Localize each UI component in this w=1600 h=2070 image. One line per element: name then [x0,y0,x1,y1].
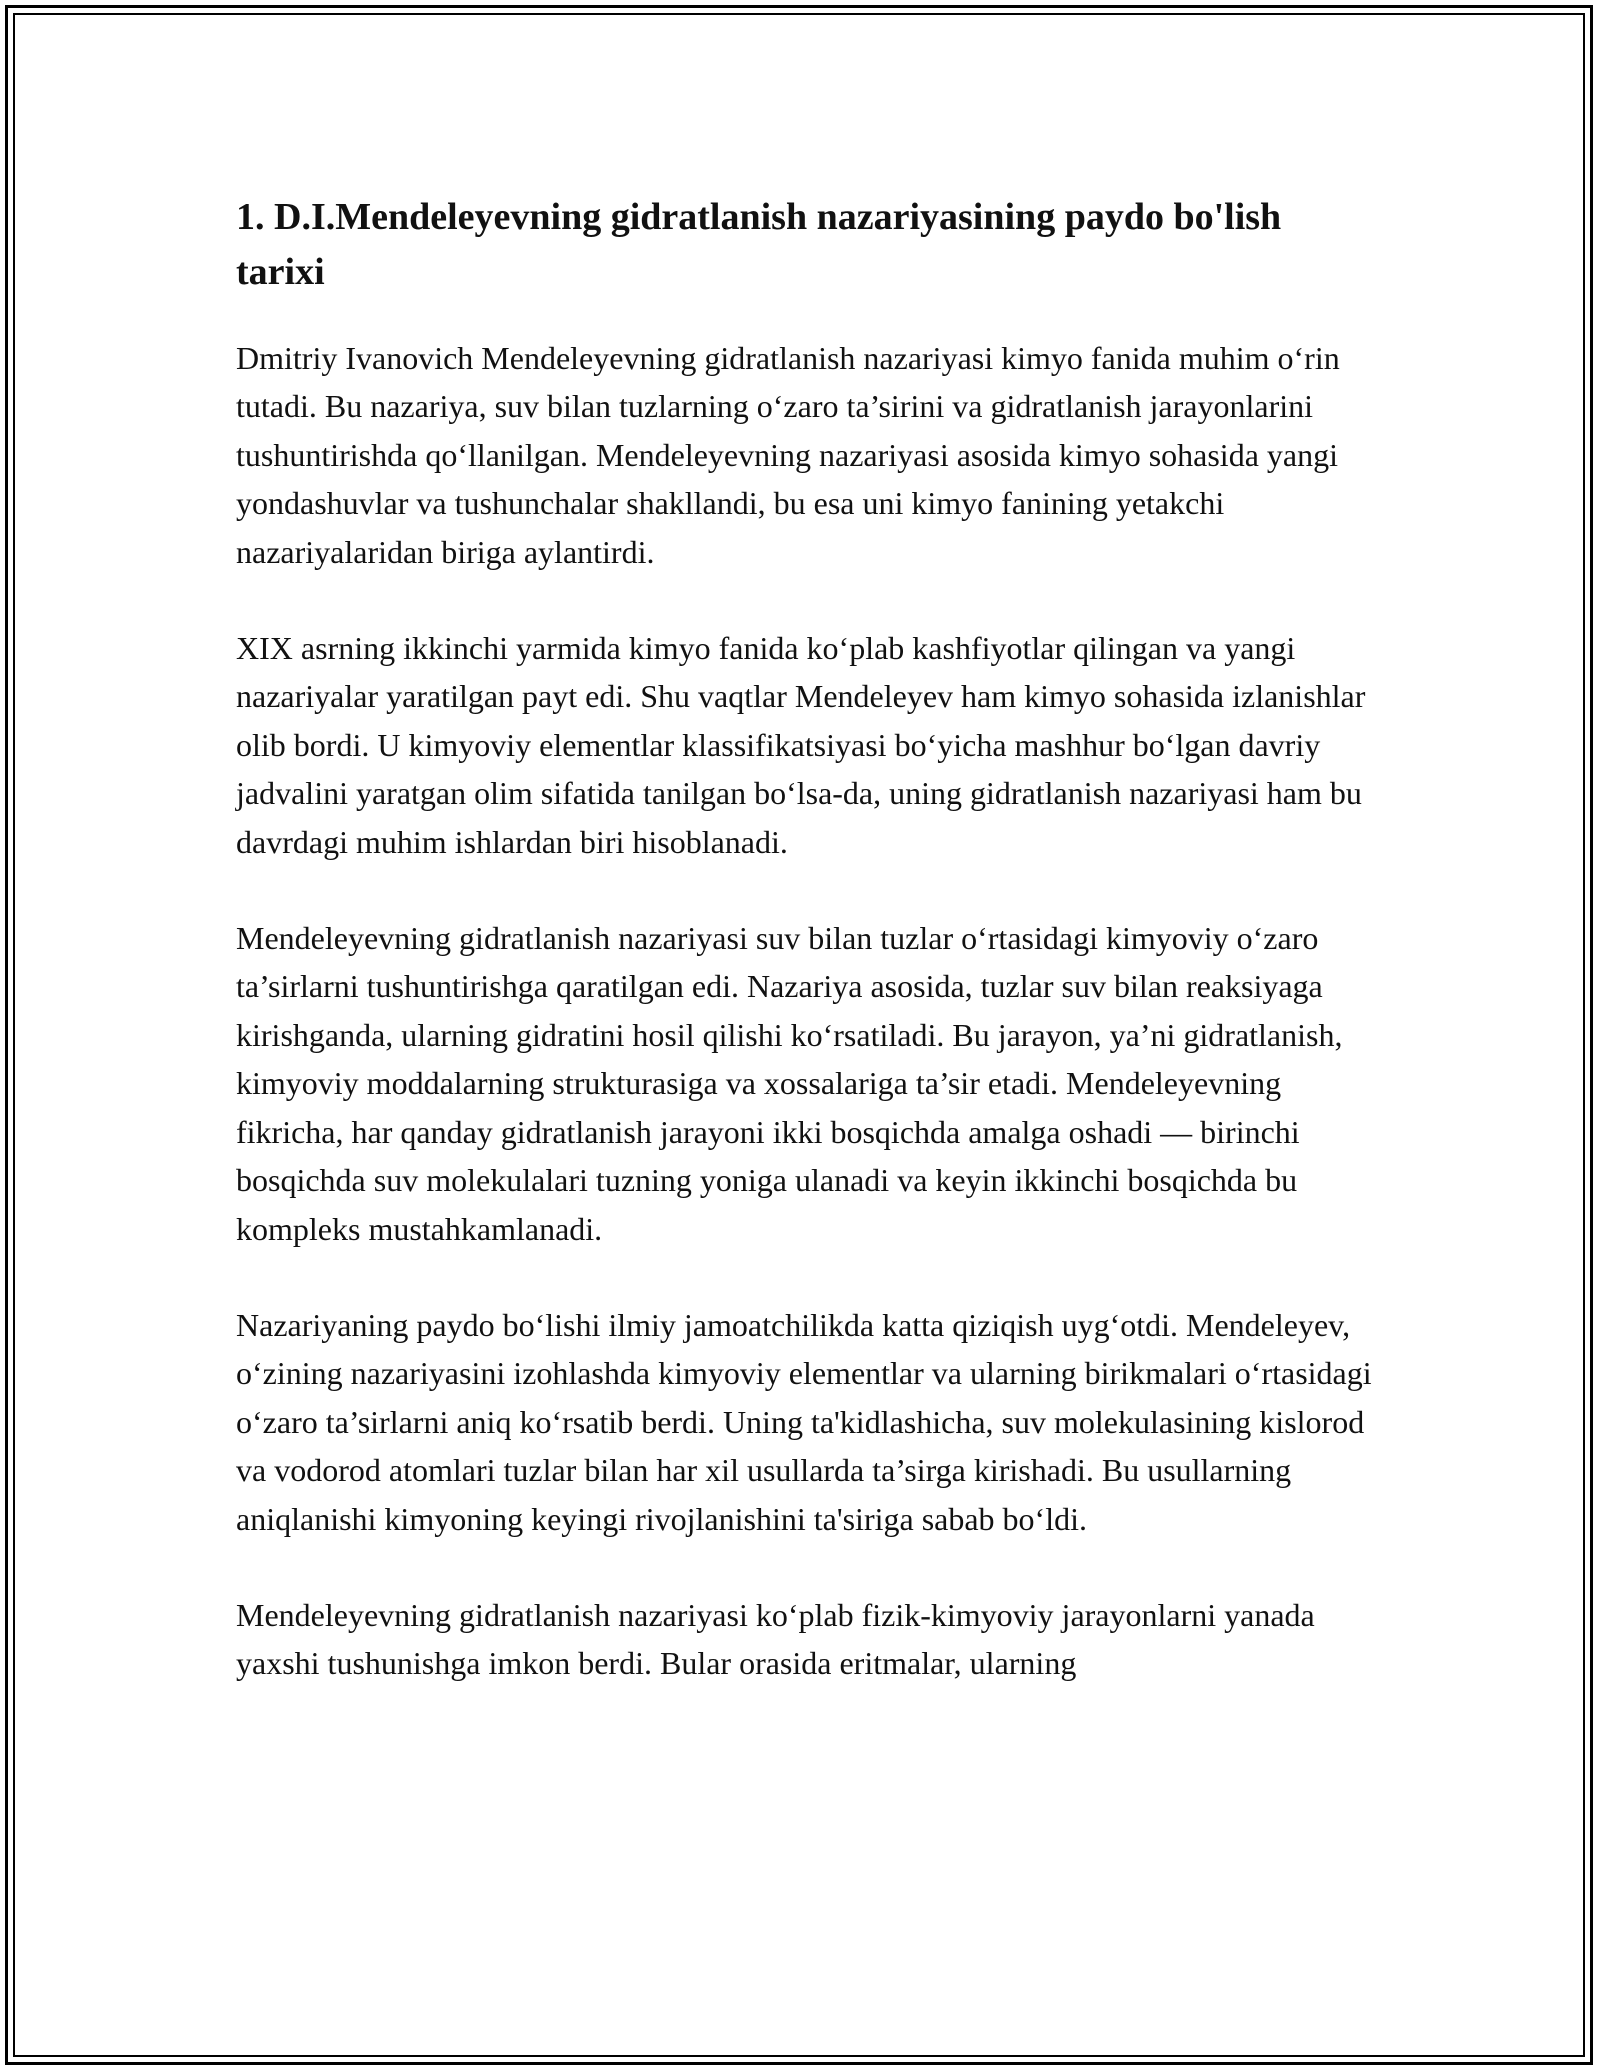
section-heading: 1. D.I.Mendeleyevning gidratlanish nazariyasining paydo bo'lish tarixi [236,196,1282,293]
paragraph-5: Mendeleyevning gidratlanish nazariyasi ko‘plab fizik-kimyoviy jarayonlarni yanada yaxshi tushunishga imkon berdi. Bular orasida eritmalar, ularning [236,1596,1315,1682]
document-body [236,190,1386,1736]
paragraph-1: Dmitriy Ivanovich Mendeleyevning gidratlanish nazariyasi kimyo fanida muhim o‘rin tutadi. Bu nazariya, suv bilan tuzlarning o‘zaro ta’sirini va gidratlanish jarayonlarini tushuntirishda qo‘llanilgan. Mendeleyevning nazariyasi asosida kimyo sohasida yangi yondashuvlar va tushunchalar shakllandi, bu esa uni kimyo fanining yetakchi nazariyalaridan biriga aylantirdi. [236,340,1340,570]
paragraph-3: Mendeleyevning gidratlanish nazariyasi suv bilan tuzlar o‘rtasidagi kimyoviy o‘zaro ta’sirlarni tushuntirishga qaratilgan edi. Nazariya asosida, tuzlar suv bilan reaksiyaga kirishganda, ularning gidratini hosil qilishi ko‘rsatiladi. Bu jarayon, ya’ni gidratlanish, kimyoviy moddalarning strukturasiga va xossalariga ta’sir etadi. Mendeleyevning fikricha, har qanday gidratlanish jarayoni ikki bosqichda amalga oshadi — birinchi bosqichda suv molekulalari tuzning yoniga ulanadi va keyin ikkinchi bosqichda bu kompleks mustahkamlanadi. [236,920,1343,1247]
paragraph-4: Nazariyaning paydo bo‘lishi ilmiy jamoatchilikda katta qiziqish uyg‘otdi. Mendeleyev, o‘zining nazariyasini izohlashda kimyoviy elementlar va ularning birikmalari o‘rtasidagi o‘zaro ta’sirlarni aniq ko‘rsatib berdi. Uning ta'kidlashicha, suv molekulasining kislorod va vodorod atomlari tuzlar bilan har xil usullarda ta’sirga kirishadi. Bu usullarning aniqlanishi kimyoning keyingi rivojlanishini ta'siriga sabab bo‘ldi. [236,1306,1372,1537]
paragraph-2: XIX asrning ikkinchi yarmida kimyo fanida ko‘plab kashfiyotlar qilingan va yangi nazariyalar yaratilgan payt edi. Shu vaqtlar Mendeleyev ham kimyo sohasida izlanishlar olib bordi. U kimyoviy elementlar klassifikatsiyasi bo‘yicha mashhur bo‘lgan davriy jadvalini yaratgan olim sifatida tanilgan bo‘lsa-da, uning gidratlanish nazariyasi ham bu davrdagi muhim ishlardan biri hisoblanadi. [236,630,1366,860]
